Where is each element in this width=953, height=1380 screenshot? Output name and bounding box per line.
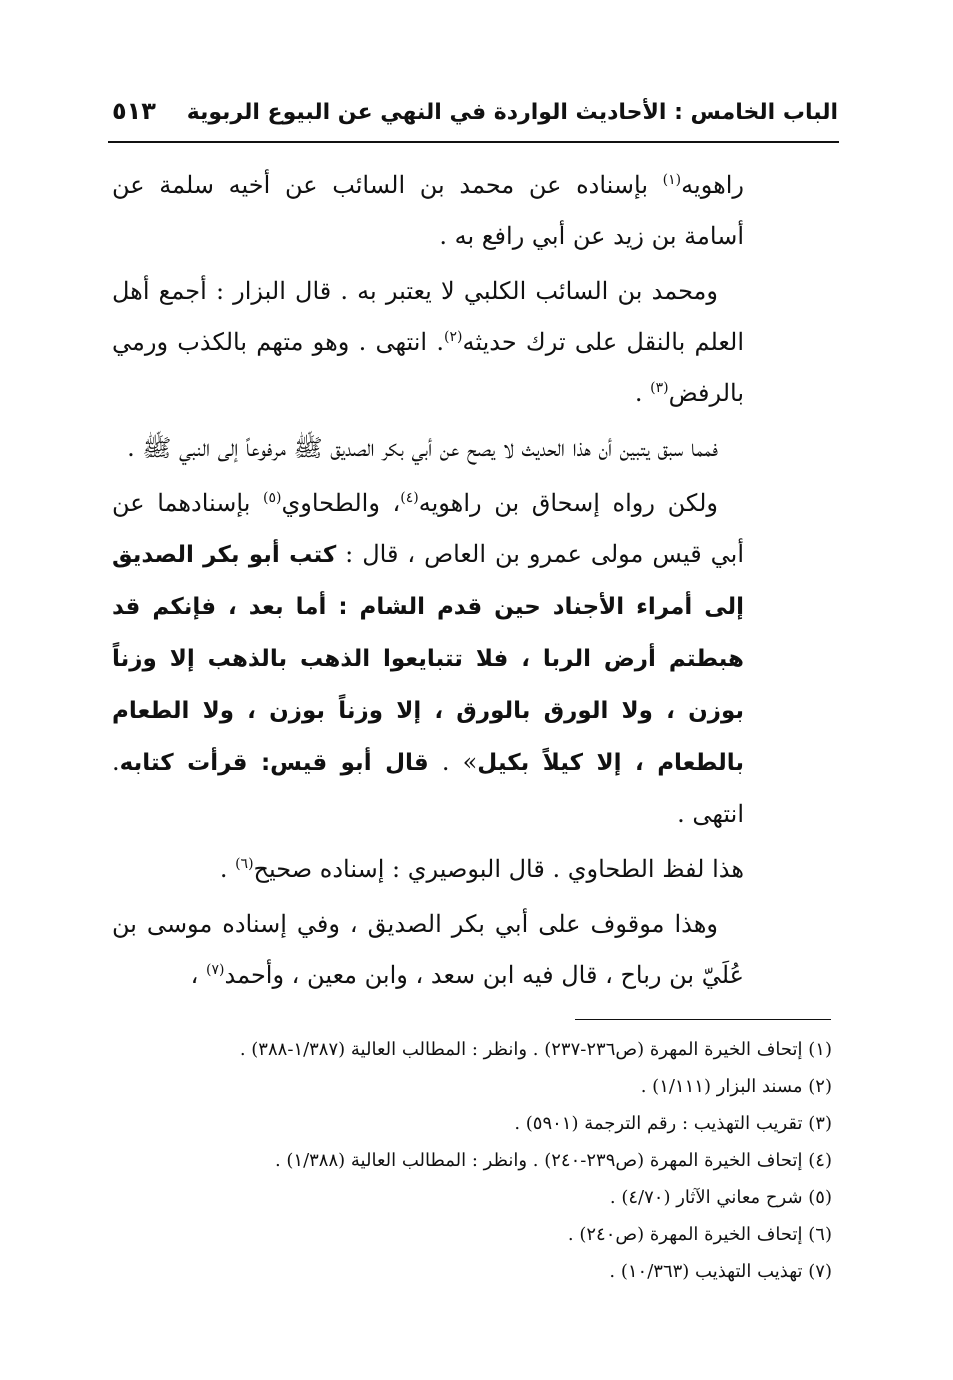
text-run: . xyxy=(219,855,236,883)
text-run: وهذا موقوف على أبي بكر الصديق ، وفي إسناده موسى بن عُلَيّ بن رباح ، قال فيه ابن سعد ، وابن معين ، وأحمد xyxy=(112,910,744,989)
paragraph-5 xyxy=(112,844,744,895)
footnote-5: (٥) شرح معاني الآثار (٤/٧٠) . xyxy=(609,1187,832,1208)
paragraph-1 xyxy=(112,160,744,262)
text-run: هذا لفظ الطحاوي . قال البوصيري : إسناده صحيح xyxy=(253,855,744,883)
main-text xyxy=(112,160,744,1005)
text-run: ، والطحاوي xyxy=(281,489,401,517)
text-run: بإسنادهما عن أبي قيس مولى عمرو بن العاص ، قال : xyxy=(112,489,744,568)
footnote-ref-6: (٦) xyxy=(235,856,254,872)
footnotes xyxy=(112,1031,832,1290)
text-run: . انتهى . وهو متهم بالكذب ورمي بالرفض xyxy=(112,328,744,407)
text-run: » . xyxy=(428,748,478,776)
text-run: ، xyxy=(190,961,207,989)
footnote-ref-3: (٣) xyxy=(650,380,669,396)
running-header xyxy=(108,92,838,142)
footnote-ref-4: (٤) xyxy=(400,490,419,506)
footnote-1: (١) إتحاف الخيرة المهرة (ص٢٣٦-٢٣٧) . وانظر : المطالب العالية (١/٣٨٧-٣٨٨) . xyxy=(239,1039,832,1060)
text-run: . انتهى . xyxy=(112,748,744,828)
page-number: ٥١٣ xyxy=(112,97,156,125)
quoted-letter-bold: كتب أبو بكر الصديق إلى أمراء الأجناد حين قدم الشام : أما بعد ، فإنكم قد هبطتم أرض الربا ، فلا تتبايعوا الذهب بالذهب إلا وزناً بوزن ، ولا الورق بالورق ، إلا وزناً بوزن ، ولا الطعام بالطعام ، إلا كيلاً بكيل xyxy=(112,542,744,776)
text-run: ولكن رواه إسحاق بن راهويه xyxy=(418,489,719,517)
footnote-ref-7: (٧) xyxy=(206,962,225,978)
text-run: ومحمد بن السائب الكلبي لا يعتبر به . قال البزار : أجمع أهل العلم بالنقل على ترك حديثه xyxy=(112,277,744,356)
footnote-ref-2: (٢) xyxy=(443,329,463,345)
footnote-4: (٤) إتحاف الخيرة المهرة (ص٢٣٩-٢٤٠) . وانظر : المطالب العالية (١/٣٨٨) . xyxy=(274,1150,832,1171)
footnote-7: (٧) تهذيب التهذيب (١٠/٣٦٣) . xyxy=(609,1261,832,1282)
abu-qays-remark-bold: قال أبو قيس: قرأت كتابه xyxy=(119,750,429,776)
paragraph-4 xyxy=(112,478,744,840)
chapter-title: الباب الخامس : الأحاديث الواردة في النهي عن البيوع الربوية xyxy=(186,100,838,125)
footnote-2: (٢) مسند البزار (١/١١١) . xyxy=(640,1076,832,1097)
text-run: فمما سبق يتبين أن هذا الحديث لا يصح عن أبي بكر الصديق ﷺ مرفوعاً إلى النبي ﷺ . xyxy=(127,434,718,462)
paragraph-2 xyxy=(112,266,744,419)
paragraph-6 xyxy=(112,899,744,1001)
text-run: . xyxy=(634,379,651,407)
footnote-ref-1: (١) xyxy=(662,172,682,188)
footnote-6: (٦) إتحاف الخيرة المهرة (ص٢٤٠) . xyxy=(567,1224,832,1245)
text-run: بإسناده عن محمد بن السائب عن أخيه سلمة عن أسامة بن زيد عن أبي رافع به . xyxy=(112,171,744,250)
footnote-divider xyxy=(575,1019,831,1020)
header-divider xyxy=(108,141,839,143)
footnote-3: (٣) تقريب التهذيب : رقم الترجمة (٥٩٠١) . xyxy=(514,1113,832,1134)
text-run: راهويه xyxy=(681,171,744,199)
footnote-ref-5: (٥) xyxy=(263,490,282,506)
paragraph-3 xyxy=(112,423,744,474)
